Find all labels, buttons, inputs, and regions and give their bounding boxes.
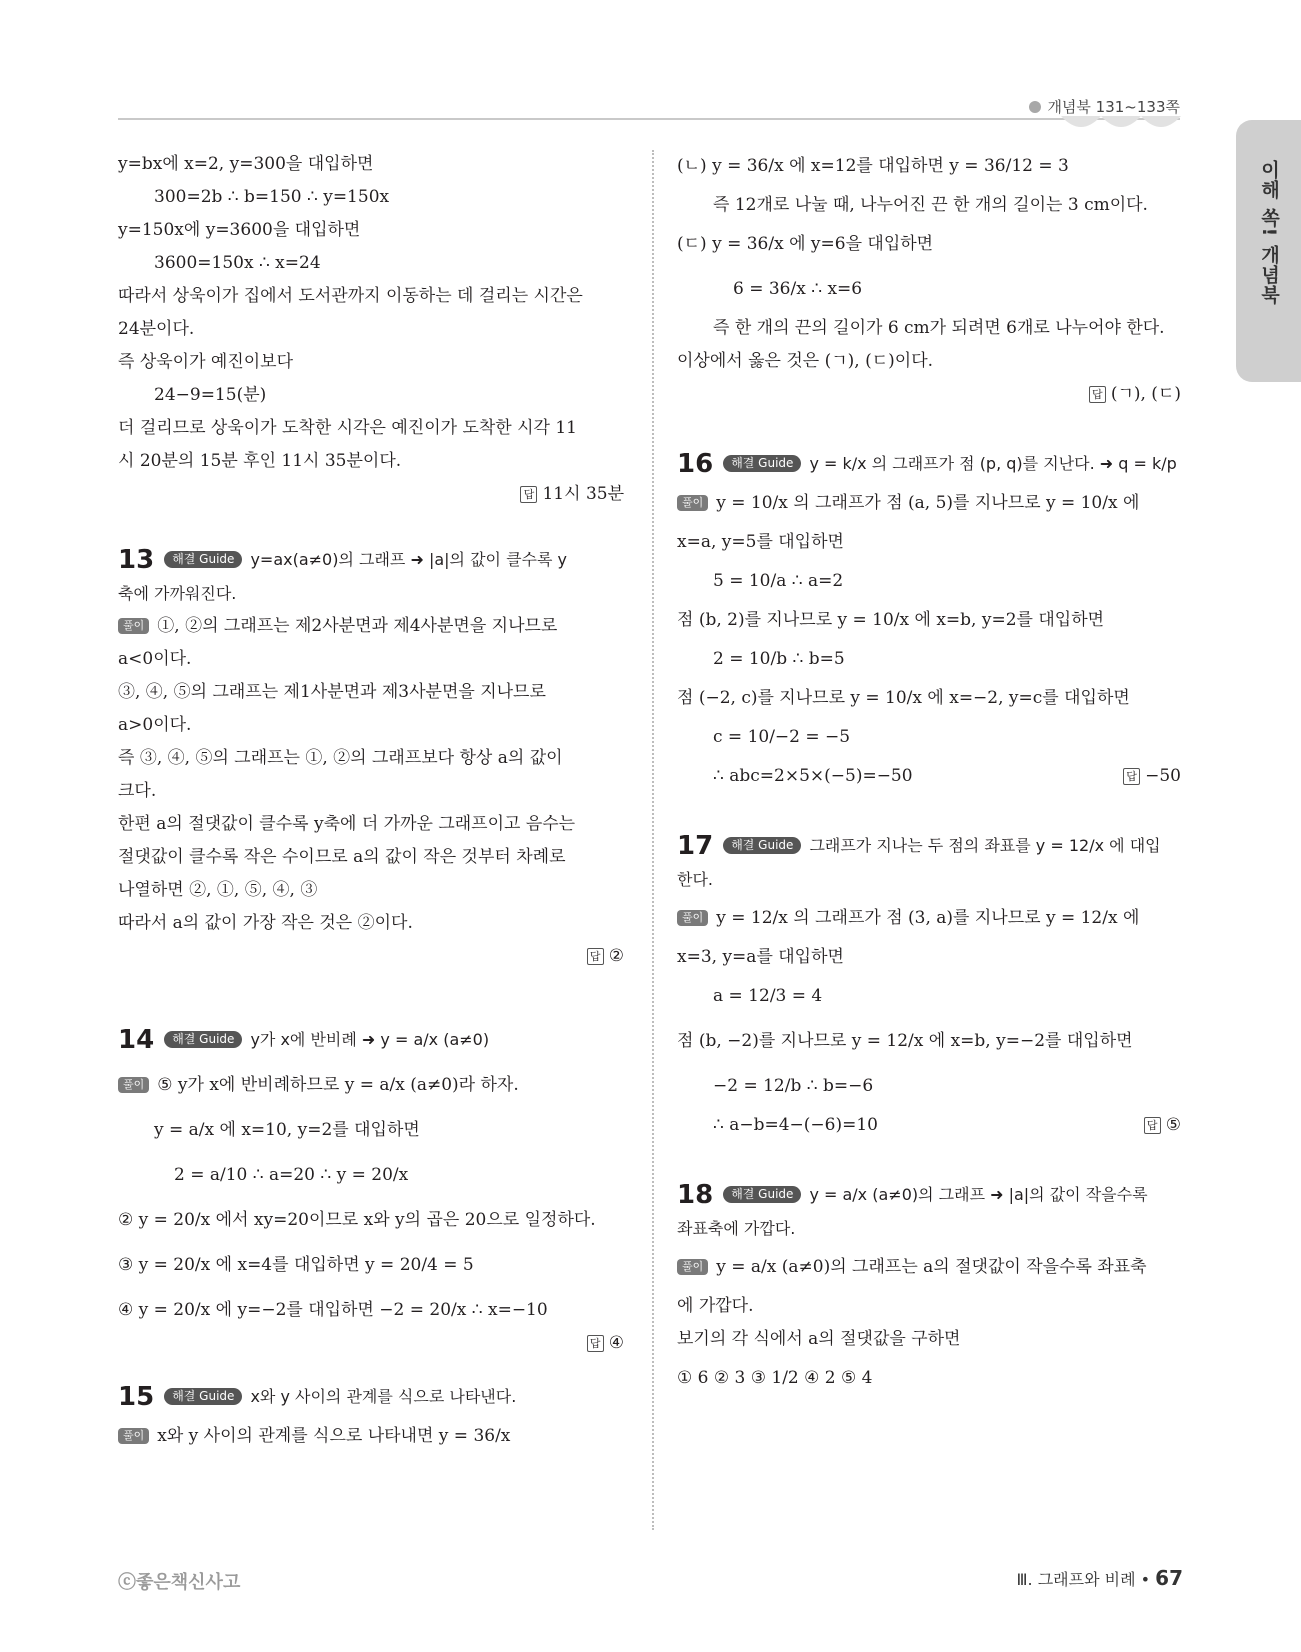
page-number: 67 xyxy=(1155,1566,1183,1590)
problem-15-header xyxy=(118,1380,624,1414)
text-line: 이상에서 옳은 것은 (ㄱ), (ㄷ)이다. xyxy=(677,351,934,371)
text-line xyxy=(677,760,1181,793)
text-line: 보기의 각 식에서 a의 절댓값을 구하면 xyxy=(677,1329,961,1349)
solution-badge: 풀이 xyxy=(118,618,149,634)
text-line: y = a/x 에 x=10, y=2를 대입하면 xyxy=(154,1120,420,1140)
problem-16-header xyxy=(677,447,1181,481)
text-line: (ㄴ) y = 36/x 에 x=12를 대입하면 y = 36/12 = 3 xyxy=(677,156,1069,176)
concept-book-reference xyxy=(1029,96,1180,117)
text-line: 300=2b ∴ b=150 ∴ y=150x xyxy=(154,187,390,207)
header-text: 개념북 131~133쪽 xyxy=(1047,98,1180,116)
text-line: 나열하면 ②, ①, ⑤, ④, ③ xyxy=(118,880,318,900)
text-line: 따라서 a의 값이 가장 작은 것은 ②이다. xyxy=(118,913,413,933)
text-line: 즉 상욱이가 예진이보다 xyxy=(118,352,294,372)
problem-number: 15 xyxy=(118,1382,155,1412)
publisher-logo: ⓒ좋은책신사고 xyxy=(118,1572,241,1593)
text-line: 시 20분의 15분 후인 11시 35분이다. xyxy=(118,451,402,471)
page-footer xyxy=(1017,1566,1184,1590)
text-line: (ㄷ) y = 36/x 에 y=6을 대입하면 xyxy=(677,234,934,254)
chapter-title: Ⅲ. 그래프와 비례 • xyxy=(1016,1570,1151,1589)
solution-line xyxy=(677,487,1181,520)
side-tab[interactable] xyxy=(1236,120,1301,382)
guide-badge: 해결 Guide xyxy=(723,1186,801,1203)
solution-text: ⑤ y가 x에 반비례하므로 y = a/x (a≠0)라 하자. xyxy=(157,1075,519,1095)
answer-line xyxy=(118,478,624,511)
answer-line xyxy=(118,940,624,973)
problem-number: 16 xyxy=(677,449,714,479)
header-wave-decoration-icon xyxy=(1061,116,1181,134)
result-text: ∴ a−b=4−(−6)=10 xyxy=(713,1115,878,1135)
text-line: 24−9=15(분) xyxy=(154,385,267,405)
text-line: 따라서 상욱이가 집에서 도서관까지 이동하는 데 걸리는 시간은 xyxy=(118,286,583,306)
solution-line xyxy=(677,1251,1181,1284)
text-line: 즉 12개로 나눌 때, 나누어진 끈 한 개의 길이는 3 cm이다. xyxy=(713,195,1148,215)
guide-text: y=ax(a≠0)의 그래프 ➜ |a|의 값이 클수록 y xyxy=(250,550,567,569)
text-line: 즉 ③, ④, ⑤의 그래프는 ①, ②의 그래프보다 항상 a의 값이 xyxy=(118,748,563,768)
answer-value: ⑤ xyxy=(1165,1115,1181,1135)
text-line: 한편 a의 절댓값이 클수록 y축에 더 가까운 그래프이고 음수는 xyxy=(118,814,576,834)
problem-number: 14 xyxy=(118,1025,155,1055)
solution-text: ①, ②의 그래프는 제2사분면과 제4사분면을 지나므로 xyxy=(157,616,558,636)
guide-text: x와 y 사이의 관계를 식으로 나타낸다. xyxy=(250,1387,517,1406)
text-line: 즉 한 개의 끈의 길이가 6 cm가 되려면 6개로 나누어야 한다. xyxy=(713,318,1165,338)
guide-badge: 해결 Guide xyxy=(164,551,242,568)
answer-line xyxy=(1144,1109,1181,1142)
problem-14-header xyxy=(118,1023,624,1057)
solution-text: y = a/x (a≠0)의 그래프는 a의 절댓값이 작을수록 좌표축 xyxy=(716,1257,1147,1277)
bullet-dot-icon xyxy=(1029,101,1041,113)
solution-text: y = 10/x 의 그래프가 점 (a, 5)를 지나므로 y = 10/x 에 xyxy=(716,493,1140,513)
text-line: x=a, y=5를 대입하면 xyxy=(677,532,844,552)
text-line: ④ y = 20/x 에 y=−2를 대입하면 −2 = 20/x ∴ x=−10 xyxy=(118,1300,548,1320)
answer-value: −50 xyxy=(1145,766,1181,786)
guide-text: 한다. xyxy=(677,870,713,889)
text-line: 절댓값이 클수록 작은 수이므로 a의 값이 작은 것부터 차례로 xyxy=(118,847,566,867)
problem-18-header xyxy=(677,1178,1181,1212)
guide-badge: 해결 Guide xyxy=(164,1388,242,1405)
solution-line xyxy=(118,1420,624,1453)
problem-number: 18 xyxy=(677,1180,714,1210)
text-line: 점 (b, −2)를 지나므로 y = 12/x 에 x=b, y=−2를 대입하면 xyxy=(677,1031,1133,1051)
text-line: 24분이다. xyxy=(118,319,195,339)
text-line: ③ y = 20/x 에 x=4를 대입하면 y = 20/4 = 5 xyxy=(118,1255,474,1275)
text-line: a<0이다. xyxy=(118,649,192,669)
header-rule xyxy=(118,118,1180,120)
answer-icon: 답 xyxy=(587,948,604,965)
text-line: a>0이다. xyxy=(118,715,192,735)
answer-value: 11시 35분 xyxy=(542,484,624,504)
right-column xyxy=(677,148,1181,1395)
problem-number: 17 xyxy=(677,831,714,861)
solution-badge: 풀이 xyxy=(118,1077,149,1093)
problem-13-header xyxy=(118,543,624,577)
solution-text: x와 y 사이의 관계를 식으로 나타내면 y = 36/x xyxy=(157,1426,511,1446)
column-divider xyxy=(652,150,654,1530)
text-line: 점 (b, 2)를 지나므로 y = 10/x 에 x=b, y=2를 대입하면 xyxy=(677,610,1105,630)
guide-text: y = k/x 의 그래프가 점 (p, q)를 지난다. ➜ q = k/p xyxy=(809,454,1177,473)
text-line: c = 10/−2 = −5 xyxy=(713,727,851,747)
answer-icon: 답 xyxy=(1123,768,1140,785)
answer-icon: 답 xyxy=(1089,386,1106,403)
problem-number: 13 xyxy=(118,545,155,575)
answer-value: ④ xyxy=(608,1333,624,1353)
solution-badge: 풀이 xyxy=(677,1259,708,1275)
text-line: ③, ④, ⑤의 그래프는 제1사분면과 제3사분면을 지나므로 xyxy=(118,682,546,702)
text-line: 에 가깝다. xyxy=(677,1296,754,1316)
solution-badge: 풀이 xyxy=(677,495,708,511)
text-line: ② y = 20/x 에서 xy=20이므로 x와 y의 곱은 20으로 일정하다. xyxy=(118,1210,596,1230)
left-column xyxy=(118,148,624,1453)
solution-text: y = 12/x 의 그래프가 점 (3, a)를 지나므로 y = 12/x 에 xyxy=(716,908,1140,928)
answer-line xyxy=(677,378,1181,411)
solution-badge: 풀이 xyxy=(677,910,708,926)
text-line: 점 (−2, c)를 지나므로 y = 10/x 에 x=−2, y=c를 대입하면 xyxy=(677,688,1130,708)
guide-text: 그래프가 지나는 두 점의 좌표를 y = 12/x 에 대입 xyxy=(809,836,1161,855)
answer-icon: 답 xyxy=(520,486,537,503)
solution-badge: 풀이 xyxy=(118,1428,149,1444)
text-line: 6 = 36/x ∴ x=6 xyxy=(733,279,863,299)
text-line: 5 = 10/a ∴ a=2 xyxy=(713,571,844,591)
text-line: 3600=150x ∴ x=24 xyxy=(154,253,321,273)
text-line: ① 6 ② 3 ③ 1/2 ④ 2 ⑤ 4 xyxy=(677,1368,873,1388)
guide-badge: 해결 Guide xyxy=(723,837,801,854)
text-line: 크다. xyxy=(118,781,157,801)
solution-line xyxy=(677,902,1181,935)
text-line: 2 = a/10 ∴ a=20 ∴ y = 20/x xyxy=(174,1165,409,1185)
answer-value: (ㄱ), (ㄷ) xyxy=(1110,384,1181,404)
answer-line xyxy=(118,1327,624,1360)
text-line: 더 걸리므로 상욱이가 도착한 시각은 예진이가 도착한 시각 11 xyxy=(118,418,577,438)
answer-icon: 답 xyxy=(587,1335,604,1352)
answer-line xyxy=(1123,760,1181,793)
solution-line xyxy=(118,1069,624,1102)
guide-badge: 해결 Guide xyxy=(164,1031,242,1048)
text-line: y=bx에 x=2, y=300을 대입하면 xyxy=(118,154,374,174)
guide-text: 좌표축에 가깝다. xyxy=(677,1219,796,1238)
guide-badge: 해결 Guide xyxy=(723,455,801,472)
text-line xyxy=(677,1109,1181,1142)
guide-text: y가 x에 반비례 ➜ y = a/x (a≠0) xyxy=(250,1030,490,1049)
guide-text: 축에 가까워진다. xyxy=(118,584,237,603)
text-line: y=150x에 y=3600을 대입하면 xyxy=(118,220,361,240)
result-text: ∴ abc=2×5×(−5)=−50 xyxy=(713,766,913,786)
solution-line xyxy=(118,610,624,643)
answer-icon: 답 xyxy=(1144,1117,1161,1134)
text-line: x=3, y=a를 대입하면 xyxy=(677,947,844,967)
text-line: −2 = 12/b ∴ b=−6 xyxy=(713,1076,874,1096)
guide-text: y = a/x (a≠0)의 그래프 ➜ |a|의 값이 작을수록 xyxy=(809,1185,1148,1204)
problem-17-header xyxy=(677,829,1181,863)
text-line: 2 = 10/b ∴ b=5 xyxy=(713,649,845,669)
side-tab-label: 이해 쏙! 개념북 xyxy=(1258,160,1280,305)
text-line: a = 12/3 = 4 xyxy=(713,986,823,1006)
answer-value: ② xyxy=(608,946,624,966)
